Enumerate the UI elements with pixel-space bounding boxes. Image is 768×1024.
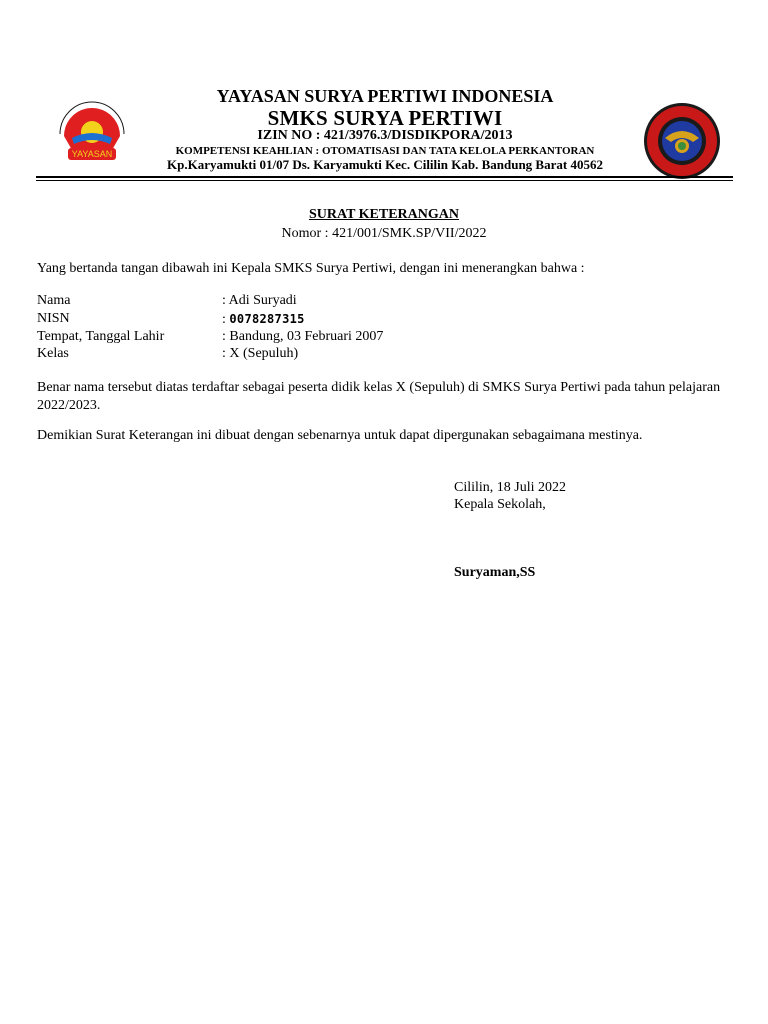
- letter-number: Nomor : 421/001/SMK.SP/VII/2022: [281, 226, 487, 241]
- competency-line: KOMPETENSI KEAHLIAN : OTOMATISASI DAN TATA KELOLA PERKANTORAN: [175, 145, 595, 157]
- field-value-kelas: : X (Sepuluh): [222, 346, 299, 361]
- permit-number: IZIN NO : 421/3976.3/DISDIKPORA/2013: [257, 128, 513, 143]
- header-divider-thin: [36, 180, 733, 181]
- field-label-kelas: Kelas: [37, 346, 69, 361]
- body-paragraph: Benar nama tersebut diatas terdaftar sebagai peserta didik kelas X (Sepuluh) di SMKS Surya Pertiwi pada tahun pelajaran 2022/2023.: [37, 380, 721, 413]
- place-date: Cililin, 18 Juli 2022: [454, 480, 567, 495]
- logo-left-text: YAYASAN: [71, 149, 113, 159]
- signer-position: Kepala Sekolah,: [454, 497, 546, 512]
- school-emblem-icon: [643, 102, 721, 180]
- field-label-birth: Tempat, Tanggal Lahir: [37, 329, 165, 344]
- signer-name: Suryaman,SS: [454, 565, 536, 580]
- field-value-nama: : Adi Suryadi: [222, 293, 297, 308]
- school-name: SMKS SURYA PERTIWI: [267, 106, 503, 130]
- foundation-name: YAYASAN SURYA PERTIWI INDONESIA: [216, 86, 554, 106]
- field-label-nisn: NISN: [37, 311, 70, 326]
- field-value-nisn: : 0078287315: [222, 312, 305, 327]
- field-value-birth: : Bandung, 03 Februari 2007: [222, 329, 384, 344]
- letter-title: SURAT KETERANGAN: [308, 207, 459, 222]
- school-address: Kp.Karyamukti 01/07 Ds. Karyamukti Kec. Cililin Kab. Bandung Barat 40562: [167, 157, 603, 172]
- header-divider-thick: [36, 176, 733, 178]
- intro-paragraph: Yang bertanda tangan dibawah ini Kepala SMKS Surya Pertiwi, dengan ini menerangkan bahwa :: [37, 261, 585, 276]
- yayasan-logo-icon: [52, 98, 132, 168]
- field-label-nama: Nama: [37, 293, 71, 308]
- closing-paragraph: Demikian Surat Keterangan ini dibuat dengan sebenarnya untuk dapat dipergunakan sebagaimana mestinya.: [37, 428, 643, 443]
